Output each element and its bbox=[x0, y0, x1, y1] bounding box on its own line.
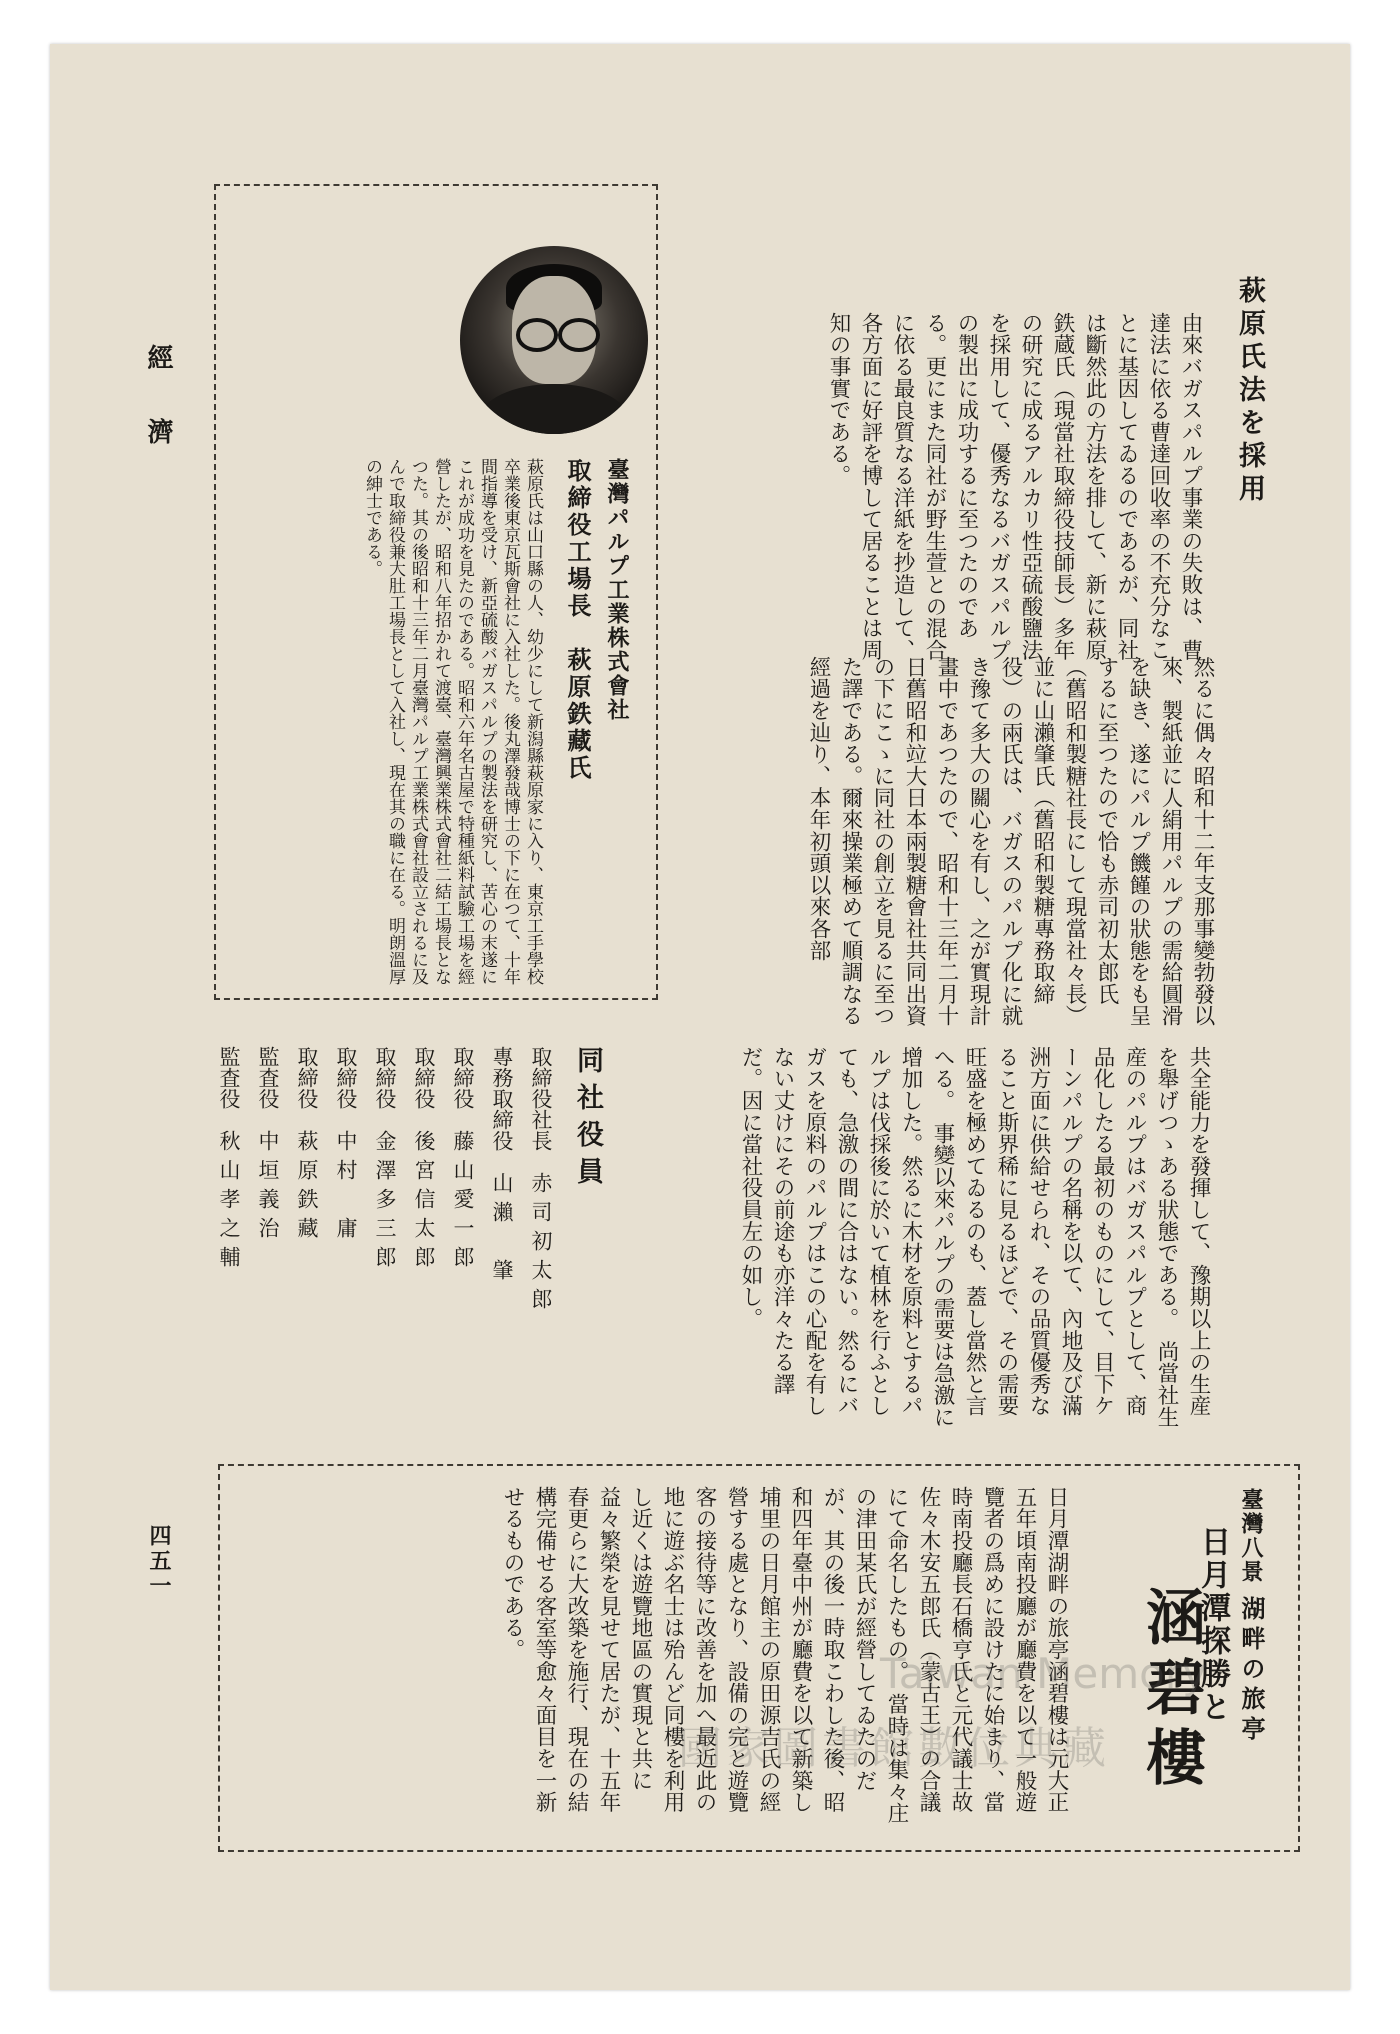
magazine-title: 經濟 bbox=[143, 344, 173, 492]
officer-role: 取締役 bbox=[295, 1046, 319, 1109]
officer-row bbox=[209, 1046, 248, 1426]
hanpeki-title-line1: 日月潭探勝と bbox=[1195, 1526, 1230, 1724]
officer-role: 取締役 bbox=[373, 1046, 397, 1109]
hagiwara-body-text: 由來バガスパルプ事業の失敗は、曹達法に依る曹達回收率の不充分なことに基因してゐるのであるが、同社は斷然此の方法を排して、新に萩原鉄蔵氏（現當社取締役技師長）多年の研究に成るアルカリ性亞硫酸鹽法を採用して、優秀なるバガスパルプの製出に成功するに至つたのである。更にまた同社が野生萱との混合に依る最良質なる洋紙を抄造して、各方面に好評を博して居ることは周知の事實である。 bbox=[826, 312, 1203, 661]
officer-name: 秋山孝之輔 bbox=[217, 1130, 241, 1275]
officer-role: 取締役 bbox=[412, 1046, 436, 1109]
officer-role: 監査役 bbox=[217, 1046, 241, 1109]
officer-role: 取締役 bbox=[451, 1046, 475, 1109]
officer-row bbox=[521, 1046, 560, 1426]
officer-role: 取締役 bbox=[334, 1046, 358, 1109]
profile-company: 臺灣パルプ工業株式會社 bbox=[604, 458, 630, 722]
officer-row bbox=[365, 1046, 404, 1426]
officer-row bbox=[326, 1046, 365, 1426]
section-heading-hagiwara: 萩原氏法を採用 bbox=[1234, 276, 1265, 507]
hanpeki-body-text: 日月潭湖畔の旅亭涵碧樓は元大正五年頃南投廳が廳費を以て一般遊覽者の爲めに設けたに始まり、當時南投廳長石橋亨氏と元代議士故佐々木安五郎氏（蒙古王）の合議にて命名したもの。 當時は集々庄の津田某氏が經營してゐたのだが、其の後一時取こわした後、昭和四年臺中州が廳費を以て新築し埔里の日月館主の原田源吉氏の經營する處となり、設備の完と遊覽客の接待等に改善を加へ最近此の地に遊ぶ名士は殆んど同樓を利用し近くは遊覽地區の實現と共に益々繁榮を見せて居たが、十五年春更らに大改築を施行、現在の結構完備せる客室等愈々面目を一新せるものである。 bbox=[500, 1486, 1069, 1825]
portrait-photo bbox=[460, 246, 648, 434]
officer-name: 金澤多三郎 bbox=[373, 1130, 397, 1275]
hanpeki-title-line2: 涵碧樓 bbox=[1136, 1586, 1206, 1796]
profile-box bbox=[214, 184, 658, 1000]
officer-row bbox=[482, 1046, 521, 1426]
article-column-1: 然るに偶々昭和十二年支那事變勃發以來、製紙並に人絹用パルプの需給圓滑を缺き、遂にパルプ饑饉の狀態をも呈するに至つたので恰も赤司初太郎氏（舊昭和製糖社長にして現當社々長）並に山瀨肇氏（舊昭和製糖專務取締役）の兩氏は、バガスのパルプ化に就き豫て多大の關心を有し、之が實現計畫中であつたので、昭和十三年二月十日舊昭和竝大日本兩製糖會社共同出資の下にこゝに同社の創立を見るに至つた譯である。爾來操業極めて順調なる經過を辿り、本年初頭以來各部 bbox=[806, 656, 1215, 1027]
hanpeki-series: 臺灣八景 bbox=[1238, 1488, 1264, 1584]
officers-list bbox=[210, 1046, 560, 1426]
page-number: 四五一 bbox=[146, 1524, 172, 1599]
article-column-2: 共全能力を發揮して、豫期以上の生産を舉げつゝある狀態である。 尚當社生産のパルプはバガスパルプとして、商品化したる最初のものにして、目下ケーンパルプの名稱を以て、內地及び滿洲方面に供給せられ、その品質優秀なること斯界稀に見るほどで、その需要旺盛を極めてゐるのも、蓋し當然と言へる。 事變以來パルプの需要は急激に增加した。然るに木材を原料とするパルプは伐採後に於いて植林を行ふとしても、急激の間に合はない。然るにバガスを原料のパルプはこの心配を有しない丈けにその前途も亦洋々たる譯だ。因に當社役員左の如し。 bbox=[738, 1046, 1211, 1428]
officer-name: 山瀨 肇 bbox=[490, 1172, 514, 1288]
hanpeki-subtitle: 湖畔の旅亭 bbox=[1237, 1596, 1266, 1746]
watermark-english: Taiwan Memory bbox=[880, 1649, 1207, 1698]
officer-row bbox=[248, 1046, 287, 1426]
officer-role: 監査役 bbox=[256, 1046, 280, 1109]
officer-name: 後宮信太郎 bbox=[412, 1130, 436, 1275]
profile-body-text: 萩原氏は山口縣の人、幼少にして新潟縣萩原家に入り、東京工手學校卒業後東京瓦斯會社に入社した。後丸澤發哉博士の下に在つて、十年間指導を受け、新亞硫酸バガスパルプの製法を研究し、苦心の末遂にこれが成功を見たのである。昭和六年名古屋で特種紙料試驗工場を經營したが、昭和八年招かれて渡臺、臺灣興業株式會社二結工場長となつた。其の後昭和十三年二月臺灣パルプ工業株式會社設立されるに及んで取締役兼大肚工場長として入社し、現在其の職に在る。明朗溫厚の紳士である。 bbox=[362, 458, 543, 985]
officer-role: 專務取締役 bbox=[490, 1046, 514, 1151]
officer-role: 取締役社長 bbox=[529, 1046, 553, 1151]
officer-name: 中垣義治 bbox=[256, 1130, 280, 1246]
officer-name: 中村 庸 bbox=[334, 1130, 358, 1246]
officers-heading: 同社役員 bbox=[572, 1046, 603, 1194]
officer-name: 萩原鉄藏 bbox=[295, 1130, 319, 1246]
officer-row bbox=[287, 1046, 326, 1426]
officer-name: 藤山愛一郎 bbox=[451, 1130, 475, 1275]
officer-row bbox=[443, 1046, 482, 1426]
magazine-page bbox=[50, 44, 1350, 1990]
profile-title-name: 取締役工場長 萩原鉄藏氏 bbox=[563, 458, 592, 782]
officer-name: 赤司初太郎 bbox=[529, 1172, 553, 1317]
officer-row bbox=[404, 1046, 443, 1426]
watermark-chinese: 國家圖書館數位典藏 bbox=[678, 1723, 1110, 1774]
